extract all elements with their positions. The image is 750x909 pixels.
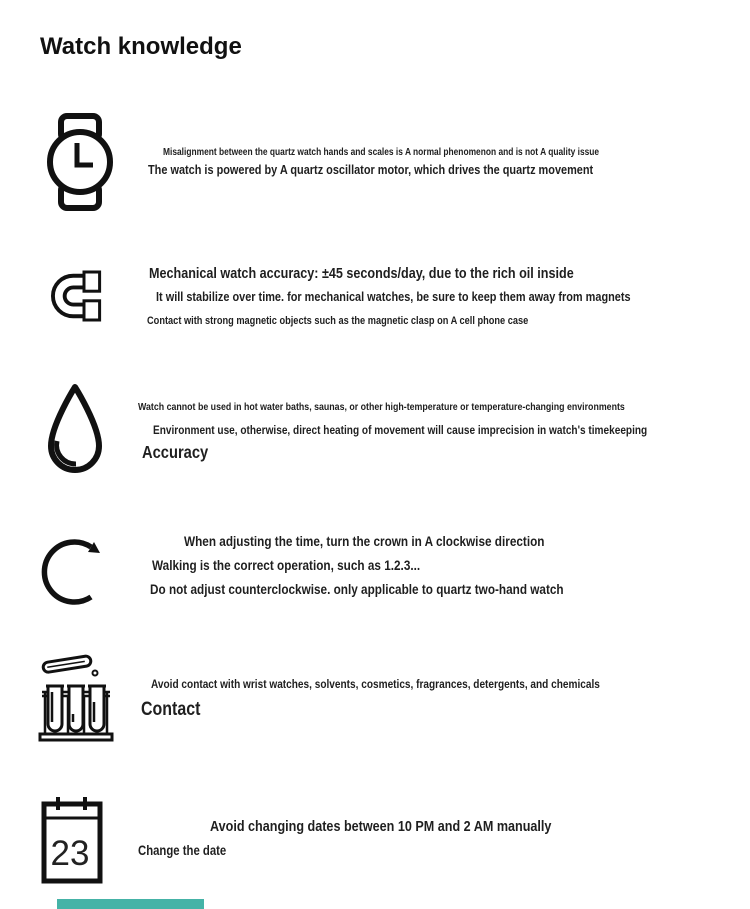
info-line: Change the date <box>138 843 227 858</box>
info-line: The watch is powered by A quartz oscillator motor, which drives the quartz movement <box>148 162 594 177</box>
info-line: Mechanical watch accuracy: ±45 seconds/day, due to the rich oil inside <box>149 265 574 282</box>
info-line: Environment use, otherwise, direct heating of movement will cause imprecision in watch's timekeeping <box>153 423 648 437</box>
info-line: Do not adjust counterclockwise. only applicable to quartz two-hand watch <box>150 581 564 597</box>
calendar-icon <box>40 795 104 885</box>
info-line: Avoid contact with wrist watches, solvents, cosmetics, fragrances, detergents, and chemicals <box>151 677 600 691</box>
info-line: Walking is the correct operation, such as 1.2.3... <box>152 557 421 573</box>
section-time-adjustment <box>0 523 750 618</box>
section-date-change <box>0 793 750 893</box>
section-magnetism <box>0 260 750 340</box>
magnet-icon <box>48 267 108 325</box>
teal-accent-bar <box>57 899 204 909</box>
wrist-watch-icon <box>36 113 124 211</box>
info-line: It will stabilize over time. for mechanical watches, be sure to keep them away from magnets <box>156 289 631 304</box>
info-line: Contact with strong magnetic objects such as the magnetic clasp on A cell phone case <box>147 315 529 327</box>
calendar-day-number: 23 <box>50 834 90 873</box>
section-temperature-accuracy <box>0 380 750 485</box>
clockwise-arrow-icon <box>41 529 111 611</box>
info-line: Misalignment between the quartz watch hands and scales is A normal phenomenon and is not A quality issue <box>163 147 600 158</box>
section-chemical-contact <box>0 645 750 750</box>
info-line: Avoid changing dates between 10 PM and 2 AM manually <box>210 818 552 835</box>
water-drop-icon <box>42 382 108 479</box>
info-line: Accuracy <box>142 442 209 462</box>
info-line: When adjusting the time, turn the crown in A clockwise direction <box>184 533 545 549</box>
section-quartz-movement <box>0 110 750 220</box>
info-line: Contact <box>141 699 201 720</box>
info-line: Watch cannot be used in hot water baths, saunas, or other high-temperature or temperature-changing environments <box>138 401 625 413</box>
page-title: Watch knowledge <box>40 33 242 60</box>
test-tubes-icon <box>38 650 114 744</box>
